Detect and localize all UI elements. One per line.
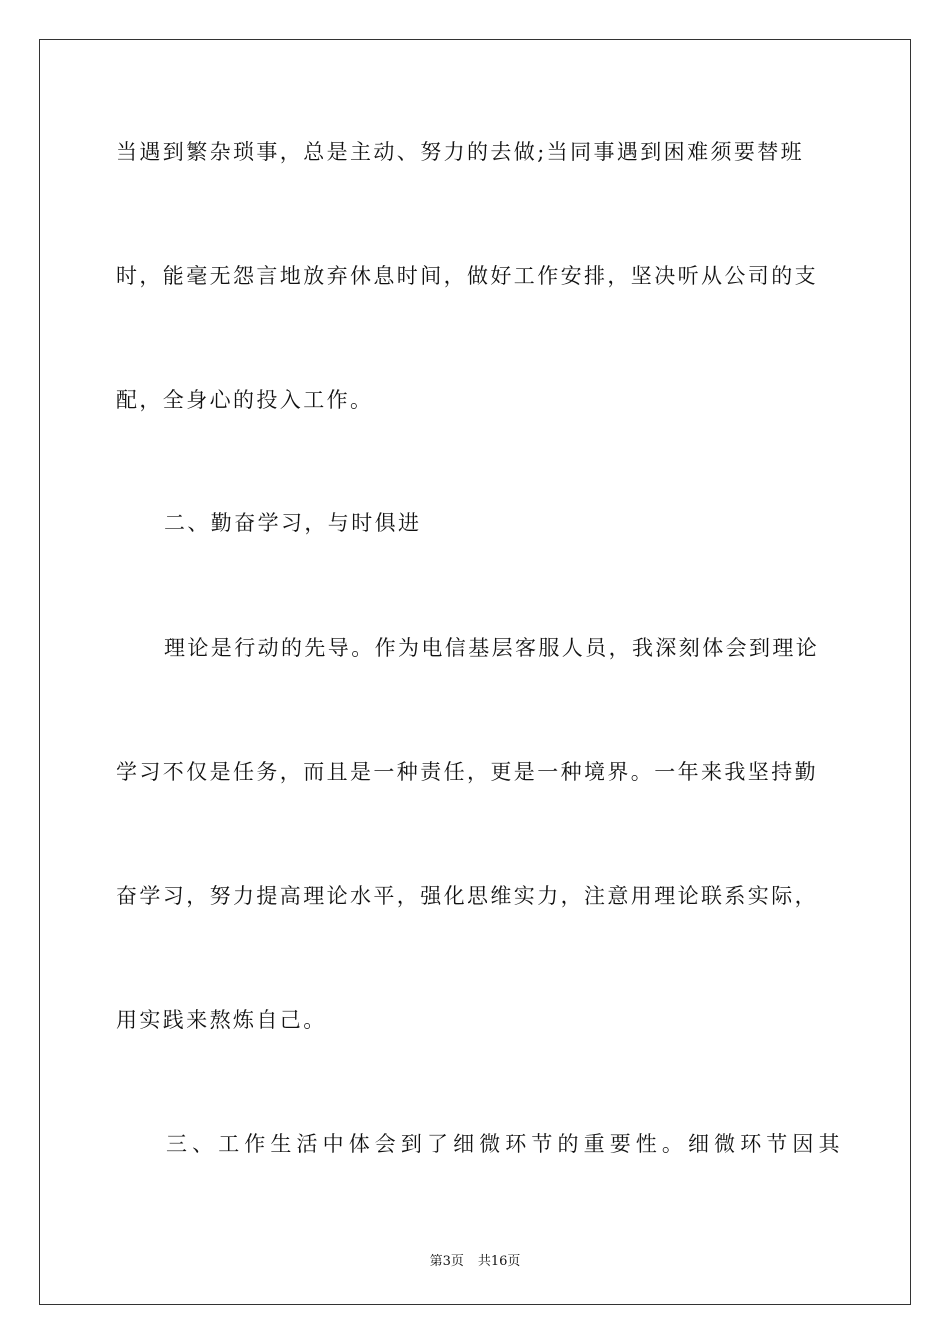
body-text-line: 学习不仅是任务，而且是一种责任，更是一种境界。一年来我坚持勤 (116, 760, 818, 784)
page-number: 第3页 (429, 1254, 464, 1269)
body-text-line: 当遇到繁杂琐事，总是主动、努力的去做;当同事遇到困难须要替班 (116, 140, 805, 164)
page-footer (0, 1250, 950, 1269)
body-text-line: 理论是行动的先导。作为电信基层客服人员，我深刻体会到理论 (164, 636, 820, 660)
body-text-line: 奋学习，努力提高理论水平，强化思维实力，注意用理论联系实际， (116, 884, 818, 908)
section-heading: 二、勤奋学习，与时俱进 (164, 511, 422, 535)
page-total: 共16页 (477, 1254, 521, 1269)
section-heading: 三、工作生活中体会到了细微环节的重要性。细微环节因其 (166, 1132, 845, 1156)
body-text-line: 时，能毫无怨言地放弃休息时间，做好工作安排，坚决听从公司的支 (116, 264, 818, 288)
body-text-line: 用实践来熬炼自己。 (116, 1008, 327, 1032)
body-text-line: 配，全身心的投入工作。 (116, 388, 374, 412)
page-frame (39, 39, 911, 1305)
